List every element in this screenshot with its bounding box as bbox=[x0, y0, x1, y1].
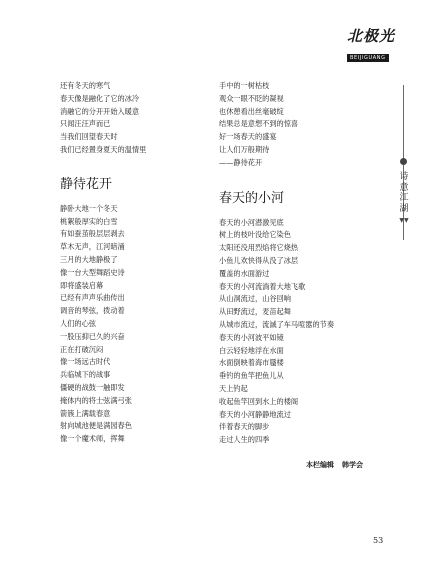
verse-line: 当我们回望春天时 bbox=[60, 132, 118, 142]
verse-line: 只闻汪汪声而已 bbox=[60, 119, 111, 129]
credit-name: 韩学会 bbox=[342, 461, 363, 469]
verse-line: 人们的心弦 bbox=[60, 318, 96, 328]
verse-line: 射向城池便是满园春色 bbox=[60, 421, 132, 431]
verse-line: 箭簇上满载春意 bbox=[60, 408, 111, 418]
verse-line: 水面倒映着海市蜃楼 bbox=[219, 358, 284, 368]
verse-line: 已经有声声乐曲传出 bbox=[60, 293, 125, 303]
section-label: 诗意江湖 bbox=[399, 172, 409, 214]
verse-line: 有如蚕茧般层层剥去 bbox=[60, 229, 125, 239]
verse-line: 春天的小河潜激见底 bbox=[219, 217, 284, 227]
verse-line: 正在打破沉闷 bbox=[60, 344, 104, 354]
verse-line: 树上的枝叶没给它染色 bbox=[219, 230, 291, 240]
verse-line: 手中的一树枯枝 bbox=[219, 81, 270, 90]
editor-credit bbox=[306, 460, 363, 470]
verse-line: 从城市流过，流滅了车马喧嚣的节奏 bbox=[219, 319, 335, 329]
poem-body bbox=[60, 203, 190, 446]
verse-line: 像一场远古时代 bbox=[60, 357, 111, 367]
section-marker-dot bbox=[400, 158, 407, 165]
verse-line: 春天的小河波平如镜 bbox=[219, 332, 284, 342]
right-intro-verse bbox=[219, 80, 359, 170]
left-column bbox=[60, 80, 190, 446]
verse-line: 还有冬天的寒气 bbox=[60, 81, 111, 90]
verse-line: 三月的大地静极了 bbox=[60, 254, 118, 264]
verse-line: 春天的小河静静地流过 bbox=[219, 409, 291, 419]
verse-line: 春天的小河流淌着大地飞歌 bbox=[219, 281, 306, 291]
verse-line: 像一台大型舞蹈史诗 bbox=[60, 267, 125, 277]
verse-line: 僵硬的战鼓一触即发 bbox=[60, 382, 125, 392]
verse-line: 让人们万般期待 bbox=[219, 144, 270, 154]
verse-line: 掩体内的将士弦满弓张 bbox=[60, 395, 132, 405]
right-column bbox=[219, 80, 359, 447]
verse-line: 白云轻轻地浮在水面 bbox=[219, 345, 284, 355]
verse-line: 小鱼儿欢快得从没了冰层 bbox=[219, 255, 299, 265]
verse-line: 静卧大地一个冬天 bbox=[60, 203, 118, 213]
verse-line: 调音的琴弦，拨动着 bbox=[60, 306, 125, 316]
verse-line: 消融它的分开开始入暖意 bbox=[60, 106, 140, 116]
verse-line: 从田野流过，麦苗起舞 bbox=[219, 307, 291, 317]
verse-line: 观众一眼不眨的凝视 bbox=[219, 93, 284, 103]
logo-subtitle: BEIJIGUANG bbox=[347, 54, 389, 62]
verse-line: 春天像是融化了它的冰冷 bbox=[60, 93, 140, 103]
verse-line: 从山洞流过，山谷回响 bbox=[219, 294, 291, 304]
verse-line: 走过人生的四季 bbox=[219, 435, 270, 445]
verse-line: ——静待花开 bbox=[219, 157, 263, 167]
verse-line: 结果总是意想不到的惊喜 bbox=[219, 119, 299, 129]
page-number: 53 bbox=[373, 536, 384, 545]
verse-line: 垂钓的鱼竿把鱼儿从 bbox=[219, 371, 284, 381]
poem-title: 静待花开 bbox=[60, 176, 113, 192]
verse-line: 好一场春天的盛宴 bbox=[219, 132, 277, 142]
verse-line: 覆盖的水面游过 bbox=[219, 268, 270, 278]
verse-line: 草木无声，江河暗涌 bbox=[60, 242, 125, 252]
verse-line: 收起鱼竿回到水上的楼阁 bbox=[219, 396, 299, 406]
verse-line: 桃絮般厚实的白雪 bbox=[60, 216, 118, 226]
verse-line: 也休憩看出丝毫破绽 bbox=[219, 106, 284, 116]
verse-line: 像一个魔术师，挥舞 bbox=[60, 434, 125, 444]
poem-title: 春天的小河 bbox=[219, 190, 285, 206]
verse-line: 天上钓起 bbox=[219, 383, 248, 393]
down-arrow-icon: ▼▼ bbox=[399, 217, 409, 224]
verse-line: 太阳还没用烈焰将它烧热 bbox=[219, 243, 299, 253]
verse-line: 即将盛装启幕 bbox=[60, 280, 104, 290]
credit-role: 本栏编辑 bbox=[306, 461, 334, 469]
verse-line: 我们已经置身夏天的温情里 bbox=[60, 144, 147, 154]
verse-line: 一股压抑已久的兴奋 bbox=[60, 331, 125, 341]
verse-line: 兵临城下的战事 bbox=[60, 370, 111, 380]
left-intro-verse bbox=[60, 80, 190, 157]
poem-body bbox=[219, 217, 359, 447]
logo-text: 北极光 bbox=[347, 27, 396, 45]
verse-line: 伴着春天的脚步 bbox=[219, 422, 270, 432]
masthead-logo bbox=[347, 28, 409, 63]
